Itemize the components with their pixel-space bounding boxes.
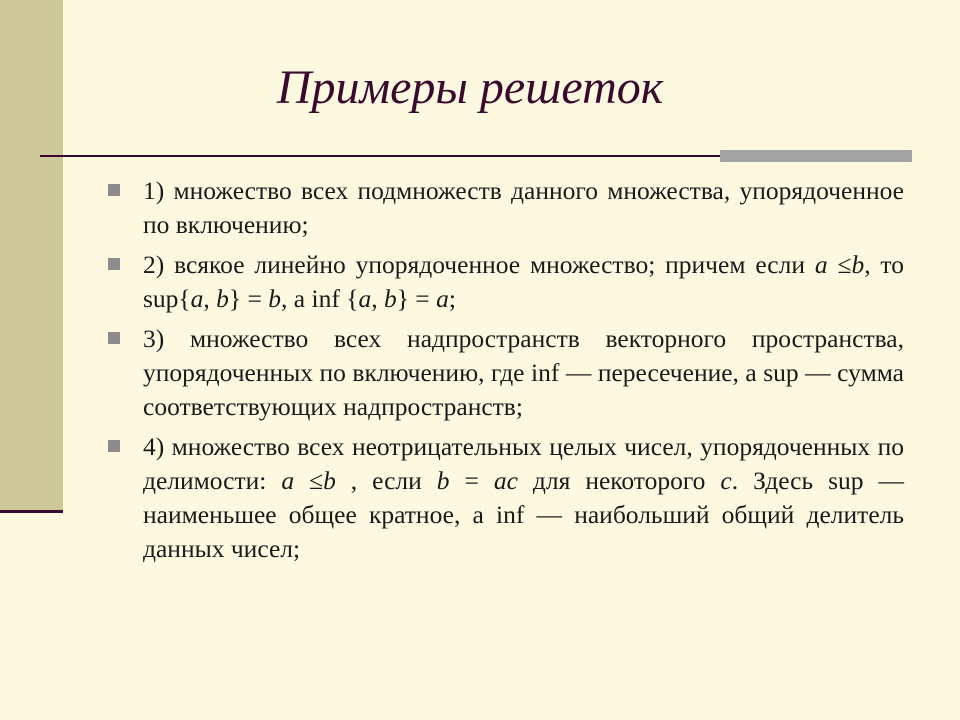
square-bullet-icon: [108, 184, 120, 196]
list-item: [108, 322, 904, 424]
list-item: [108, 248, 904, 316]
list-item-text: 1) множество всех подмножеств данного множества, упорядоченное по включению;: [143, 176, 904, 239]
slide-title: Примеры решеток: [276, 61, 664, 114]
bullet-list: [108, 174, 904, 572]
square-bullet-icon: [108, 440, 120, 452]
list-item: [108, 430, 904, 566]
list-item-text: 2) всякое линейно упорядоченное множество; причем если a ≤b, то sup{a, b} = b, а inf {a, b} = a;: [143, 250, 904, 313]
square-bullet-icon: [108, 258, 120, 270]
square-bullet-icon: [108, 332, 120, 344]
title-accent-bar: [720, 150, 912, 162]
list-item-text: 4) множество всех неотрицательных целых чисел, упорядоченных по делимости: a ≤b , если b = ac для некоторого c. Здесь sup — наименьшее общее кратное, а inf — наибольший общий делитель данных чисел;: [143, 432, 904, 563]
decorative-side-bar-underline: [0, 510, 63, 513]
list-item-text: 3) множество всех надпространств векторного пространства, упорядоченных по включению, где inf — пересечение, а sup — сумма соответствующих надпространств;: [143, 324, 904, 421]
list-item: [108, 174, 904, 242]
